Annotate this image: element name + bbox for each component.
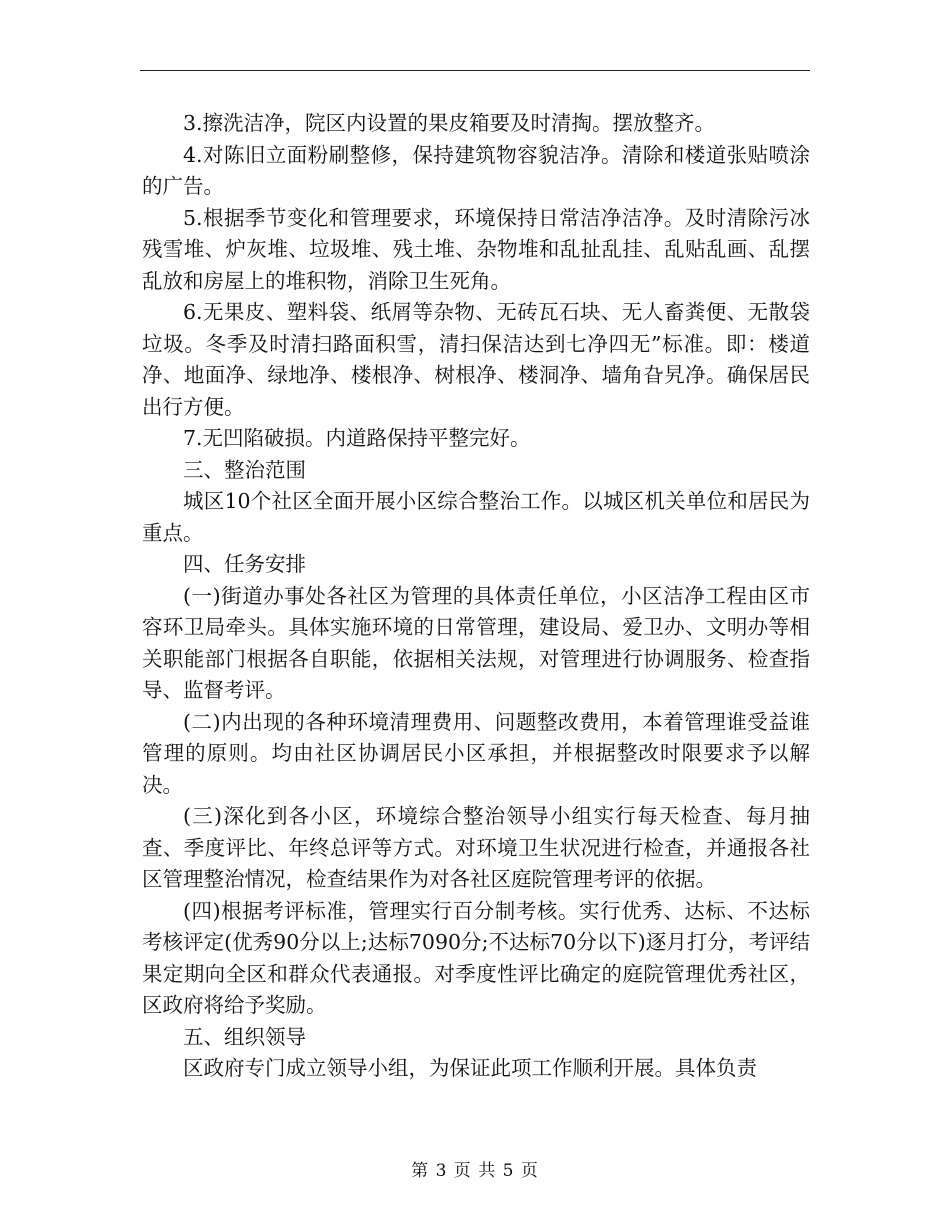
paragraph-item-7: 7.无凹陷破损。内道路保持平整完好。 xyxy=(183,426,531,450)
page-number-footer: 第 3 页 共 5 页 xyxy=(411,1161,539,1181)
header-rule xyxy=(140,70,810,71)
paragraph-scope: 城区10个社区全面开展小区综合整治工作。以城区机关单位和居民为重点。 xyxy=(142,489,810,545)
paragraph-item-5: 5.根据季节变化和管理要求，环境保持日常洁净洁净。及时清除污冰残雪堆、炉灰堆、垃圾堆、残土堆、杂物堆和乱扯乱挂、乱贴乱画、乱摆乱放和房屋上的堆积物，消除卫生死角。 xyxy=(142,205,810,293)
paragraph-task-3: (三)深化到各小区，环境综合整治领导小组实行每天检查、每月抽查、季度评比、年终总评等方式。对环境卫生状况进行检查，并通报各社区管理整治情况，检查结果作为对各社区庭院管理考评的依据。 xyxy=(142,804,810,891)
paragraph-task-4: (四)根据考评标准，管理实行百分制考核。实行优秀、达标、不达标考核评定(优秀90分以上;达标7090分;不达标70分以下)逐月打分，考评结果定期向全区和群众代表通报。对季度性评比确定的庭院管理优秀社区，区政府将给予奖励。 xyxy=(142,898,810,1017)
paragraph-task-2: (二)内出现的各种环境清理费用、问题整改费用，本着管理谁受益谁管理的原则。均由社区协调居民小区承担，并根据整改时限要求予以解决。 xyxy=(142,709,810,797)
section-heading-leadership: 五、组织领导 xyxy=(183,1024,306,1049)
section-heading-scope: 三、整治范围 xyxy=(183,457,306,482)
paragraph-item-4: 4.对陈旧立面粉刷整修，保持建筑物容貌洁净。清除和楼道张贴喷涂的广告。 xyxy=(142,142,810,198)
document-body xyxy=(142,108,810,1085)
paragraph-item-3: 3.擦洗洁净，院区内设置的果皮箱要及时清掏。摆放整齐。 xyxy=(183,111,716,135)
paragraph-item-6: 6.无果皮、塑料袋、纸屑等杂物、无砖瓦石块、无人畜粪便、无散袋垃圾。冬季及时清扫路面积雪，清扫保洁达到七净四无”标准。即：楼道净、地面净、绿地净、楼根净、树根净、楼洞净、墙角旮旯净。确保居民出行方便。 xyxy=(142,300,810,419)
section-heading-tasks: 四、任务安排 xyxy=(183,552,306,576)
paragraph-leadership: 区政府专门成立领导小组，为保证此项工作顺利开展。具体负责 xyxy=(183,1056,757,1080)
paragraph-task-1: (一)街道办事处各社区为管理的具体责任单位，小区洁净工程由区市容环卫局牵头。具体实施环境的日常管理，建设局、爱卫办、文明办等相关职能部门根据各自职能，依据相关法规，对管理进行协调服务、检查指导、监督考评。 xyxy=(142,583,810,702)
